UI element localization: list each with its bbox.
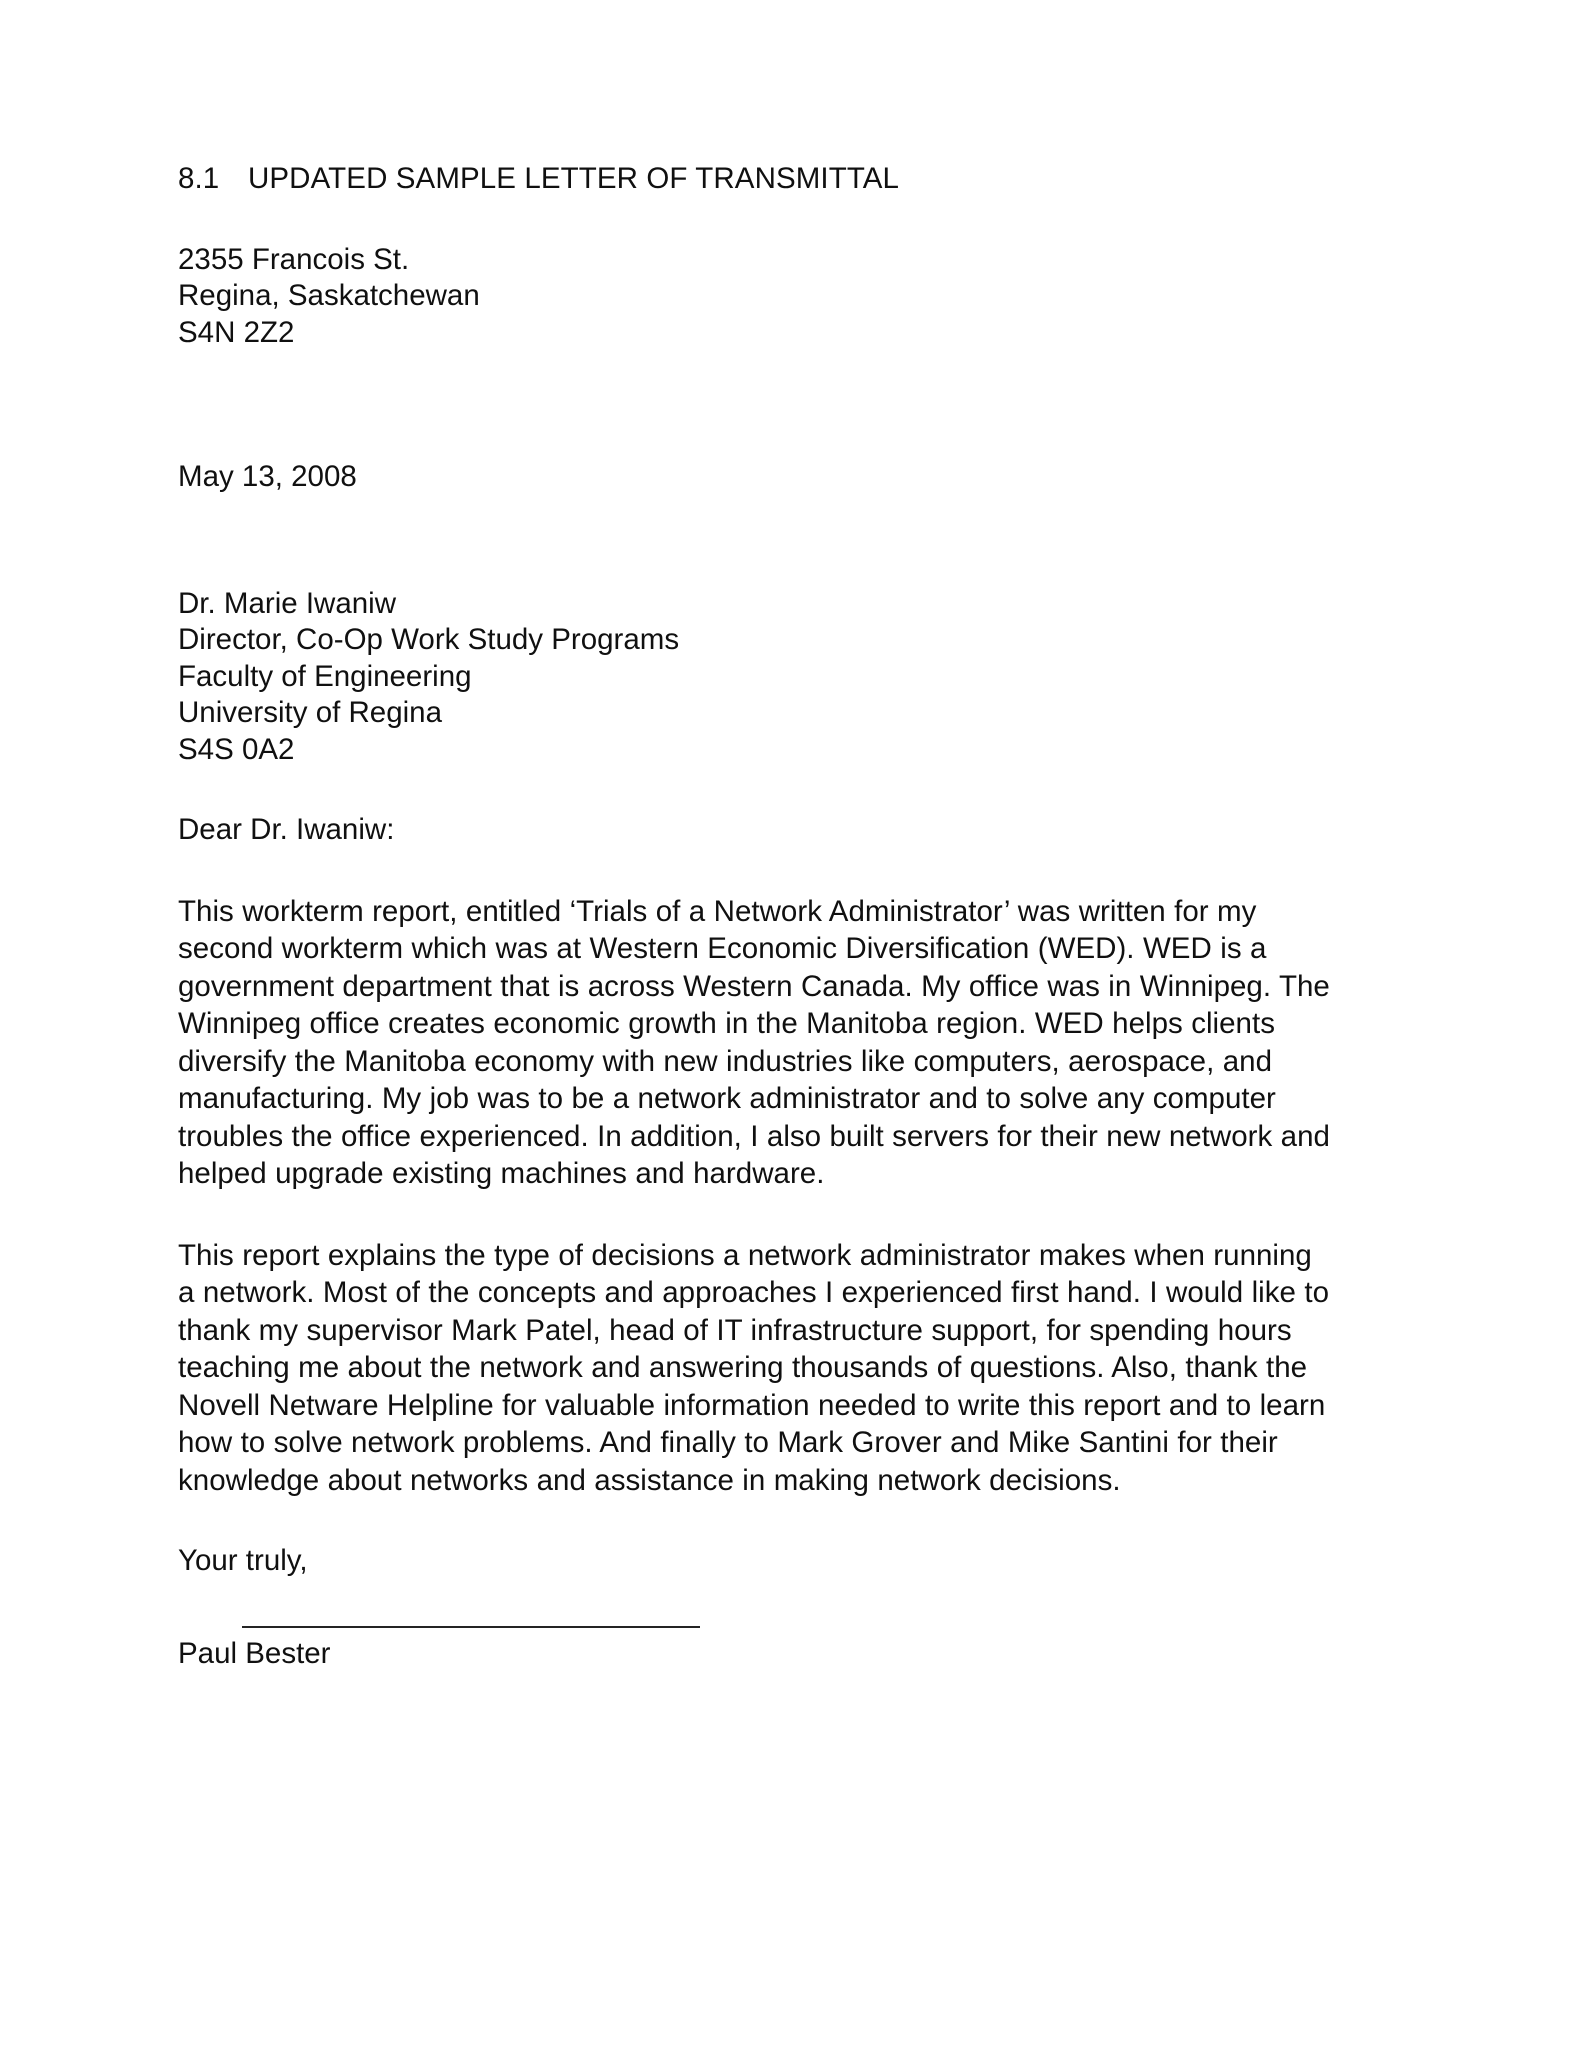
section-heading (178, 160, 1338, 198)
signer-name: Paul Bester (178, 1636, 331, 1670)
body-paragraph: This report explains the type of decisions a network administrator makes when running a network. Most of the concepts and approaches I experienced first hand. I would like to thank my supervisor Mark Patel, head of IT infrastructure support, for spending hours teaching me about the network and answering thousands of questions. Also, thank the Novell Netware Helpline for valuable information needed to write this report and to learn how to solve network problems. And finally to Mark Grover and Mike Santini for their knowledge about networks and assistance in making network decisions. (178, 1238, 1329, 1497)
spacer (178, 1580, 1338, 1614)
spacer (178, 1193, 1338, 1237)
closing-line: Your truly, (178, 1544, 308, 1578)
letter-content (178, 160, 1338, 1672)
recipient-name: Dr. Marie Iwaniw (178, 586, 397, 620)
spacer (178, 768, 1338, 812)
letter-date: May 13, 2008 (178, 460, 357, 494)
section-title: UPDATED SAMPLE LETTER OF TRANSMITTAL (248, 162, 900, 195)
spacer (178, 198, 1338, 242)
signature-rule (242, 1626, 700, 1628)
sender-city-province: Regina, Saskatchewan (178, 279, 480, 313)
recipient-address-block (178, 586, 1338, 769)
recipient-institution: University of Regina (178, 696, 442, 730)
section-number: 8.1 (178, 162, 220, 195)
body-paragraph: This workterm report, entitled ‘Trials of a Network Administrator’ was written for my second workterm which was at Western Economic Diversification (WED). WED is a government department that is across Western Canada. My office was in Winnipeg. The Winnipeg office creates economic growth in the Manitoba region. WED helps clients diversify the Manitoba economy with new industries like computers, aerospace, and manufacturing. My job was to be a network administrator and to solve any computer troubles the office experienced. In addition, I also built servers for their new network and helped upgrade existing machines and hardware. (178, 894, 1330, 1191)
recipient-postal-code: S4S 0A2 (178, 732, 295, 766)
recipient-faculty: Faculty of Engineering (178, 659, 472, 693)
spacer (178, 1499, 1338, 1543)
recipient-title: Director, Co-Op Work Study Programs (178, 623, 680, 657)
signature-line-area (178, 1614, 1338, 1636)
sender-address-block (178, 242, 1338, 352)
spacer (178, 351, 1338, 415)
spacer (178, 849, 1338, 893)
spacer (178, 560, 1338, 586)
sender-street: 2355 Francois St. (178, 242, 410, 276)
spacer (178, 496, 1338, 560)
sender-postal-code: S4N 2Z2 (178, 315, 295, 349)
spacer (178, 415, 1338, 459)
salutation: Dear Dr. Iwaniw: (178, 813, 395, 847)
